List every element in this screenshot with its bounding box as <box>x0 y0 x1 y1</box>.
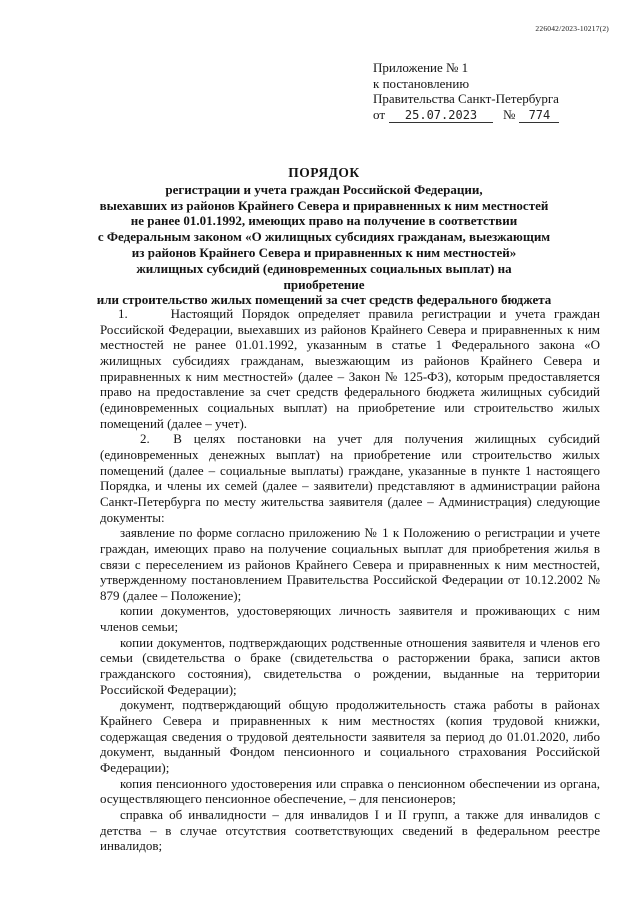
title-heading: ПОРЯДОК <box>288 165 360 180</box>
title-line: выехавших из районов Крайнего Севера и приравненных к ним местностей <box>99 197 549 213</box>
from-label: от <box>373 106 386 122</box>
appendix-resolution-label: к постановлению <box>373 75 470 91</box>
appendix-block <box>373 60 559 123</box>
document-body <box>100 306 600 854</box>
number-label: № <box>503 106 516 122</box>
list-item-work-experience: документ, подтверждающий общую продолжительность стажа работы в районах Крайнего Севера и приравненных к ним местностях (копия трудовой книжки, содержащая сведения о трудовой деятельности заявителя за период до 01.01.2020, либо документ, выданный Фондом пенсионного и социального страхования Российской Федерации); <box>100 697 600 776</box>
document-registration-number: 226042/2023-10217(2) <box>535 24 609 33</box>
title-line: из районов Крайнего Севера и приравненных к ним местностей» <box>131 244 517 260</box>
title-line: не ранее 01.01.1992, имеющих право на получение в соответствии <box>130 213 518 229</box>
list-item-pension-certificate: копия пенсионного удостоверения или справка о пенсионном обеспечении из органа, осуществляющего пенсионное обеспечение, – для пенсионеров; <box>100 775 600 807</box>
resolution-date: 25.07.2023 <box>389 109 493 123</box>
paragraph-2: 2. В целях постановки на учет для получения жилищных субсидий (единовременных денежных выплат) на приобретение или строительство жилых помещений (далее – социальные выплаты) граждане, указанные в пункте 1 настоящего Порядка, и члены их семей (далее – заявители) представляют в администрации района Санкт-Петербурга по месту жительства заявителя (далее – Администрация) следующие документы: <box>100 431 600 525</box>
title-line: жилищных субсидий (единовременных социальных выплат) на приобретение <box>136 260 512 292</box>
paragraph-1: 1. Настоящий Порядок определяет правила регистрации и учета граждан Российской Федерации, выехавших из районов Крайнего Севера и приравненных к ним местностей не ранее 01.01.1992, указанным в статье 1 Федерального закона «О жилищных субсидиях гражданам, выезжающим из районов Крайнего Севера и приравненных к ним местностей» (далее – Закон № 125-ФЗ), которым предоставляется право на предоставление за счет средств федерального бюджета жилищных субсидий (единовременных социальных выплат) на приобретение или строительство жилых помещений (далее – учет). <box>100 306 600 431</box>
list-item-application: заявление по форме согласно приложению № 1 к Положению о регистрации и учете граждан, имеющих право на получение социальных выплат для приобретения жилья в связи с переселением из районов Крайнего Севера и приравненных к ним местностей, утвержденному постановлением Правительства Российской Федерации от 10.12.2002 № 879 (далее – Положение); <box>100 525 600 603</box>
appendix-title: Приложение № 1 <box>373 60 469 75</box>
document-title <box>95 165 553 308</box>
list-item-identity-documents: копии документов, удостоверяющих личность заявителя и проживающих с ним членов семьи; <box>100 603 600 635</box>
appendix-date-number-line <box>373 107 559 123</box>
list-item-family-documents: копии документов, подтверждающих родственные отношения заявителя и членов его семьи (свидетельства о браке (свидетельства о расторжении брака, записи актов гражданского состояния), свидетельства о рождении, выданные на территории Российской Федерации); <box>100 634 600 697</box>
title-line: или строительство жилых помещений за счет средств федерального бюджета <box>96 292 552 308</box>
title-line: с Федеральным законом «О жилищных субсидиях гражданам, выезжающим <box>97 229 551 245</box>
resolution-number: 774 <box>519 109 559 123</box>
appendix-government-label: Правительства Санкт-Петербурга <box>373 91 559 106</box>
title-line: регистрации и учета граждан Российской Федерации, <box>165 181 483 197</box>
list-item-disability-certificate: справка об инвалидности – для инвалидов I и II групп, а также для инвалидов с детства – в случае отсутствия соответствующих сведений в федеральном реестре инвалидов; <box>100 807 600 854</box>
